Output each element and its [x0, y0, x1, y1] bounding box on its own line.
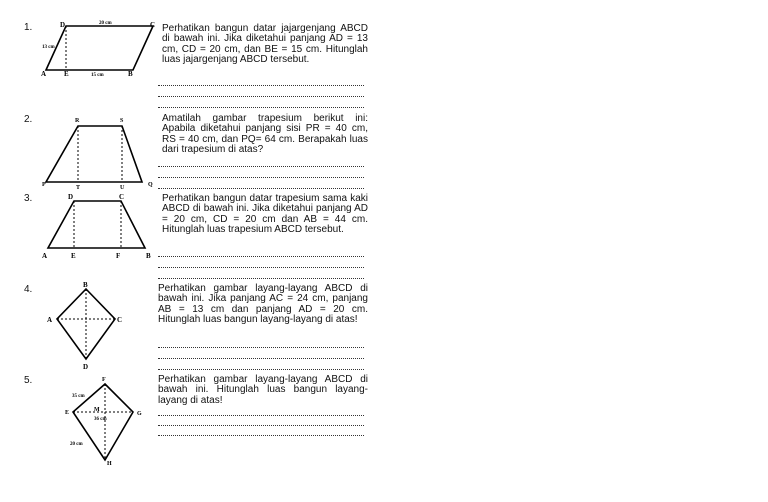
question-number: 5. — [24, 375, 33, 386]
label-E: E — [65, 410, 70, 416]
label-D: D — [83, 363, 89, 371]
kite-figure — [36, 280, 146, 372]
answer-line — [158, 166, 364, 167]
question-number: 1. — [24, 22, 33, 33]
question-text: Perhatikan gambar layang-layang ABCD di bawah ini. Hitunglah luas bangun layang-layang di atas! — [158, 374, 368, 406]
question-number: 3. — [24, 193, 33, 204]
label-F: F — [102, 377, 106, 383]
label-C: C — [150, 21, 156, 29]
label-E: E — [64, 70, 69, 78]
answer-line — [158, 96, 364, 97]
question-text: Perhatikan gambar layang-layang ABCD di bawah ini. Jika panjang AC = 24 cm, panjang AB = 13 cm dan panjang AD = 20 cm. Hitunglah luas bangun layang-layang di atas! — [158, 283, 368, 325]
question-text: Perhatikan bangun datar jajargenjang ABCD di bawah ini. Jika diketahui panjang AD = 13 cm, CD = 20 cm, dan BE = 15 cm. Hitunglah luas jajargenjang ABCD tersebut. — [162, 23, 368, 65]
kite-figure-2 — [36, 372, 151, 472]
label-G: G — [137, 411, 142, 417]
label-D: D — [68, 193, 74, 201]
label-A: A — [41, 70, 47, 78]
label-D: D — [60, 21, 66, 29]
answer-line — [158, 278, 364, 279]
question-text: Amatilah gambar trapesium berikut ini: Apabila diketahui panjang sisi PR = 40 cm, RS = 40 cm, dan PQ= 64 cm. Berapakah luas dari trapesium di atas? — [162, 113, 368, 155]
label-H: H — [107, 461, 112, 467]
label-E: E — [71, 252, 76, 260]
label-C: C — [119, 193, 125, 201]
label-U: U — [120, 185, 125, 190]
answer-line — [158, 177, 364, 178]
label-P: P — [42, 182, 46, 188]
answer-line — [158, 267, 364, 268]
label-C: C — [117, 316, 123, 324]
label-T: T — [76, 185, 81, 190]
label-M: M — [94, 407, 100, 413]
label-Q: Q — [148, 182, 153, 188]
label-B: B — [83, 281, 88, 289]
label-F: F — [116, 252, 121, 260]
label-B: B — [146, 252, 151, 260]
answer-line — [158, 369, 364, 370]
answer-line — [158, 415, 364, 416]
label-top: 20 cm — [99, 21, 112, 26]
answer-line — [158, 85, 364, 86]
question-number: 4. — [24, 284, 33, 295]
label-R: R — [75, 118, 80, 124]
answer-line — [158, 425, 364, 426]
label-B: B — [128, 70, 133, 78]
label-lower: 20 cm — [70, 442, 83, 447]
answer-line — [158, 435, 364, 436]
label-mid: 36 cm — [94, 417, 107, 422]
answer-line — [158, 358, 364, 359]
parallelogram-figure — [36, 18, 161, 80]
label-A: A — [47, 316, 53, 324]
answer-line — [158, 256, 364, 257]
label-base: 15 cm — [91, 73, 104, 78]
label-upper: 35 cm — [72, 394, 85, 399]
trapezoid-figure — [36, 112, 161, 190]
question-number: 2. — [24, 114, 33, 125]
isosceles-trapezoid-figure — [36, 190, 161, 262]
label-S: S — [120, 118, 124, 124]
answer-line — [158, 107, 364, 108]
question-text: Perhatikan bangun datar trapesium sama kaki ABCD di bawah ini. Jika diketahui panjang AD = 20 cm, CD = 20 cm dan AB = 44 cm. Hitunglah luas trapesium ABCD tersebut. — [162, 193, 368, 235]
label-side: 13 cm — [42, 45, 55, 50]
answer-line — [158, 347, 364, 348]
answer-line — [158, 188, 364, 189]
label-A: A — [42, 252, 48, 260]
